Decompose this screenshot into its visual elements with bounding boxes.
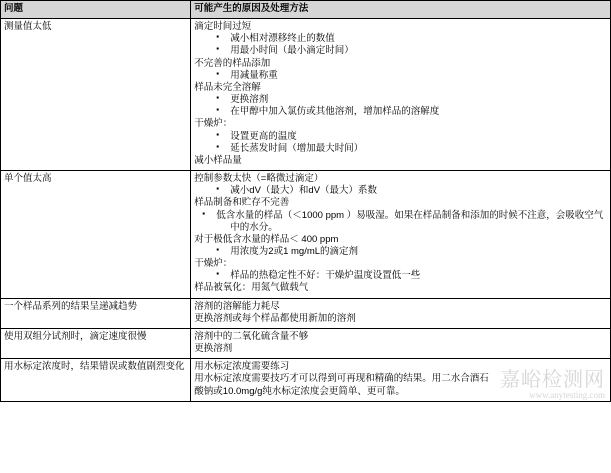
- text-line: 减小样品量: [194, 154, 242, 166]
- text-line: 更换溶剂或每个样品都使用新加的溶剂: [194, 312, 356, 324]
- list-item: ▪ 设置更高的温度: [194, 131, 607, 143]
- list-item: ▪ 用浓度为2或1 mg/mL的滴定剂: [194, 246, 607, 258]
- watermark-url: www.anytesting.com: [529, 389, 605, 400]
- table-row: [1, 298, 611, 328]
- cell-problem: 用水标定浓度时，结果错误或数值剧烈变化: [1, 359, 191, 401]
- bullet-list: [194, 70, 607, 82]
- text-line: 溶剂的溶解能力耗尽: [194, 300, 280, 312]
- table-row: [1, 359, 611, 401]
- cell-cause: [191, 328, 611, 358]
- bullet-list: [194, 246, 607, 258]
- list-item: ▪ 减小dV（最大）和dV（最大）系数: [194, 185, 607, 197]
- table-header-row: [1, 1, 611, 19]
- cell-cause: [191, 298, 611, 328]
- text-line: 用水标定浓度需要练习: [194, 361, 290, 373]
- table-row: [1, 328, 611, 358]
- table-body: [1, 1, 611, 402]
- list-item: ▪ 延长蒸发时间（增加最大时间）: [194, 143, 607, 155]
- cell-problem: 使用双组分试剂时，滴定速度很慢: [1, 328, 191, 358]
- text-line: 控制参数太快（=略微过滴定）: [194, 173, 324, 185]
- text-line: 滴定时间过短: [194, 21, 252, 33]
- text-line: 更换溶剂: [194, 343, 233, 355]
- text-line: 用水标定浓度需要技巧才可以得到可再现和精确的结果。用二水合酒石: [194, 373, 489, 385]
- table-row: [1, 19, 611, 171]
- text-line: 酸钠或10.0mg/g纯水标定浓度会更简单、更可靠。: [194, 385, 405, 397]
- text-line: 样品被氧化：用氮气做载气: [194, 282, 309, 294]
- list-item: ▪ 更换溶剂: [194, 94, 607, 106]
- text-line: 样品未完全溶解: [194, 81, 261, 93]
- cell-cause: [191, 171, 611, 299]
- header-cell-problem: 问题: [1, 1, 191, 19]
- cell-cause: [191, 359, 611, 401]
- watermark-text: 嘉峪检测网: [500, 368, 605, 391]
- table-row: [1, 171, 611, 299]
- list-item: ▪ 减小相对漂移终止的数值: [194, 33, 607, 45]
- list-item: ▪ 用减量称重: [194, 70, 607, 82]
- list-item: ▪ 用最小时间（最小滴定时间）: [194, 45, 607, 57]
- bullet-list: [194, 210, 607, 234]
- text-line: 干燥炉：: [194, 258, 233, 270]
- text-line: 不完善的样品添加: [194, 57, 271, 69]
- bullet-list: [194, 131, 607, 155]
- bullet-list: [194, 94, 607, 118]
- text-line: 对于极低含水量的样品＜ 400 ppm: [194, 233, 339, 245]
- cell-problem: 一个样品系列的结果呈递减趋势: [1, 298, 191, 328]
- bullet-list: [194, 33, 607, 57]
- cell-problem: 单个值太高: [1, 171, 191, 299]
- list-item: ▪ 在甲醇中加入氯仿或其他溶剂，增加样品的溶解度: [194, 106, 607, 118]
- bullet-list: [194, 185, 607, 197]
- cell-cause: [191, 19, 611, 171]
- text-line: 溶剂中的二氧化硫含量不够: [194, 330, 309, 342]
- list-item: ▪ 样品的热稳定性不好：干燥炉温度设置低一些: [194, 270, 607, 282]
- header-cell-cause: 可能产生的原因及处理方法: [191, 1, 611, 19]
- text-line: 样品制备和贮存不完善: [194, 197, 290, 209]
- list-item: ▪ 低含水量的样品（＜1000 ppm ）易吸湿。如果在样品制备和添加的时候不注意，会吸收空气中的水分。: [194, 210, 607, 234]
- bullet-list: [194, 270, 607, 282]
- text-line: 干燥炉：: [194, 118, 233, 130]
- cell-problem: 测量值太低: [1, 19, 191, 171]
